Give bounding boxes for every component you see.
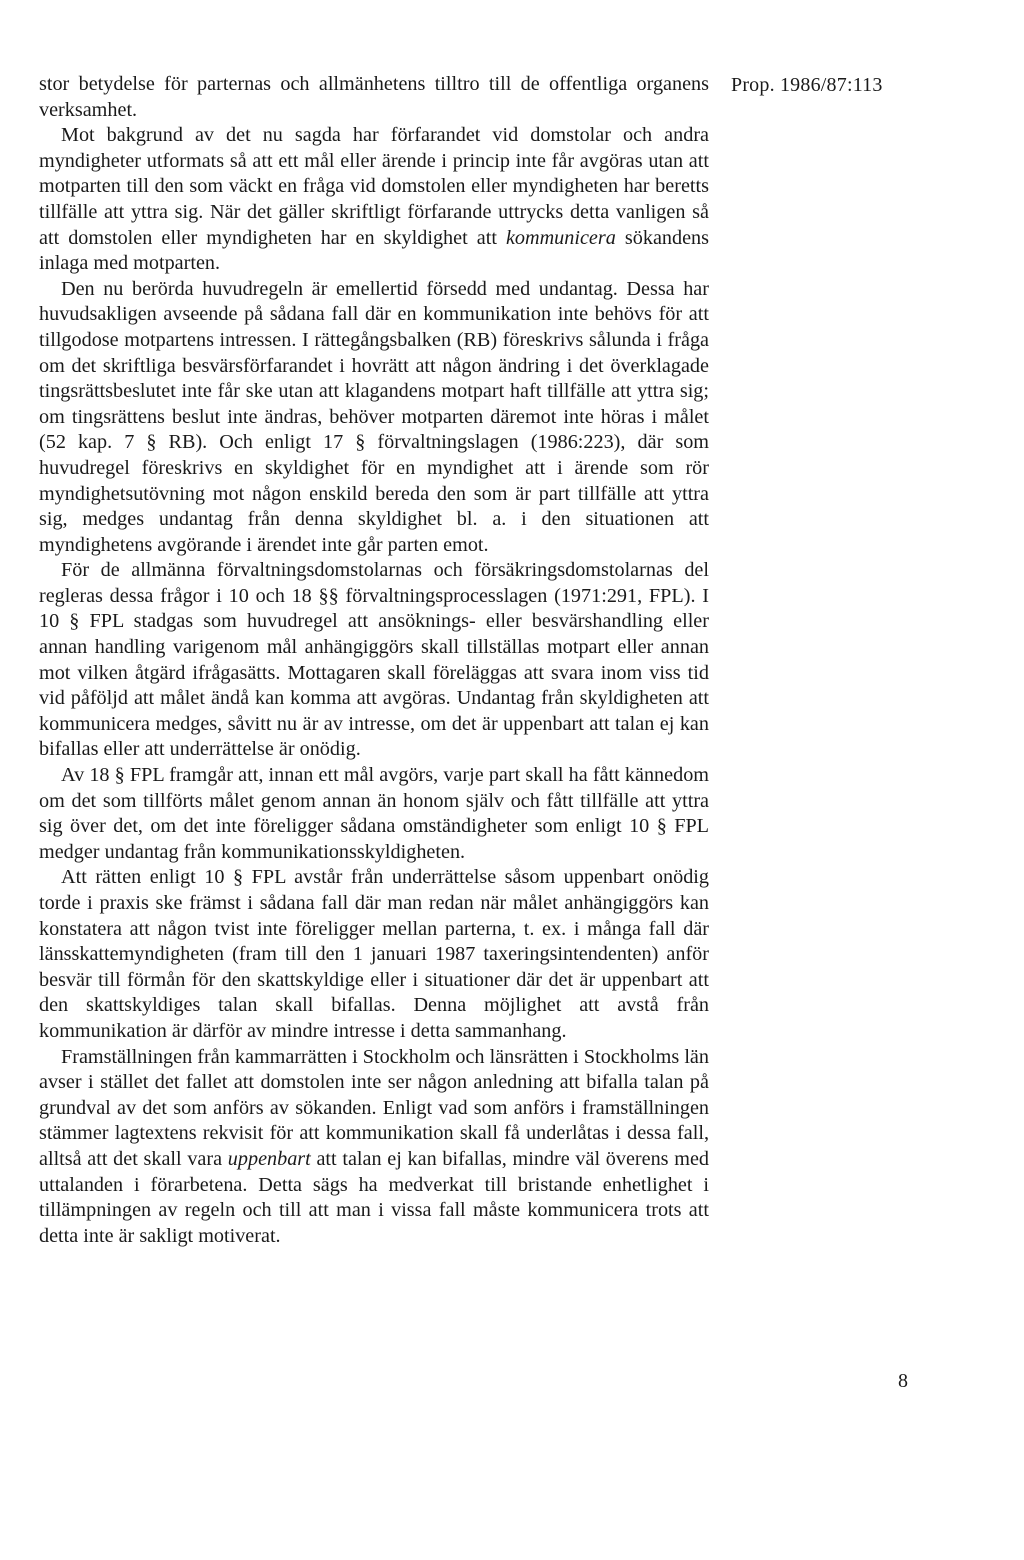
paragraph-6: Att rätten enligt 10 § FPL avstår från underrättelse såsom uppenbart onödig torde i praxis ske främst i sådana fall där man redan när målet anhängiggörs kan konstatera att någon tvist inte föreligger mellan parterna, t. ex. i många fall där länsskattemyndigheten (fram till den 1 januari 1987 taxeringsintendenten) anför besvär till förmån för den skattskyldige eller i situationer där det är uppenbart att den skattskyldiges talan skall bifallas. Denna möjlighet att avstå från kommunikation är därför av mindre intresse i detta sammanhang.	[39, 866, 709, 1042]
paragraph-4: För de allmänna förvaltningsdomstolarnas och försäkringsdomstolarnas del regleras dessa frågor i 10 och 18 §§ förvaltningsprocesslagen (1971:291, FPL). I 10 § FPL stadgas som huvudregel att ansöknings- eller besvärshandling eller annan handling varigenom mål anhängiggörs skall tillställas motpart eller annan mot vilken åtgärd ifrågasätts. Mottagaren skall föreläggas att svara inom viss tid vid påföljd att målet ändå kan komma att avgöras. Undantag från skyldigheten att kommunicera medges, såvitt nu är av intresse, om det är uppenbart att talan ej kan bifallas eller att underrättelse är onödig.	[39, 559, 709, 761]
paragraph-7-text-b: att talan ej kan bifallas, mindre väl överens med uttalanden i förarbetena. Detta sägs ha medverkat till bristande enhetlighet i tillämpningen av regeln och till att man i vissa fall måste kommunicera trots att detta inte är sakligt motiverat.	[39, 1147, 709, 1247]
emphasis-kommunicera: kommunicera	[505, 226, 616, 249]
page-number: 8	[898, 1370, 908, 1392]
paragraph-3: Den nu berörda huvudregeln är emellertid försedd med undantag. Dessa har huvudsakligen avseende på sådana fall där en kommunikation inte behövs för att tillgodose motpartens intressen. I rättegångsbalken (RB) föreskrivs sålunda i fråga om det skriftliga besvärsförfarandet i hovrätt att någon ändring i det överklagade tingsrättsbeslutet inte får ske utan att klagandens motpart haft tillfälle att yttra sig; om tingsrättens beslut inte ändras, behöver motparten däremot inte höras i målet (52 kap. 7 § RB). Och enligt 17 § förvaltningslagen (1986:223), där som huvudregel föreskrivs en skyldighet för en myndighet att i ärende som rör myndighetsutövning mot någon enskild bereda den som är part tillfälle att yttra sig, medges undantag från denna skyldighet bl. a. i den situationen att myndighetens avgörande i ärendet inte går parten emot.	[39, 277, 709, 556]
paragraph-2-text-b: sökandens inlaga med motparten.	[39, 226, 709, 275]
paragraph-5: Av 18 § FPL framgår att, innan ett mål avgörs, varje part skall ha fått kännedom om det som tillförts målet genom annan än honom själv och fått tillfälle att yttra sig över det, om det inte föreligger sådana omständigheter som enligt 10 § FPL medger undantag från kommunikationsskyldigheten.	[39, 764, 709, 863]
paragraph-7	[39, 1045, 709, 1250]
proposition-reference: Prop. 1986/87:113	[731, 74, 883, 96]
paragraph-1: stor betydelse för parternas och allmänhetens tilltro till de offentliga organens verksamhet.	[39, 73, 709, 121]
emphasis-uppenbart: uppenbart	[227, 1147, 311, 1170]
paragraph-2	[39, 123, 709, 277]
body-text	[39, 72, 709, 1249]
paragraph-7-text-a: Framställningen från kammarrätten i Stockholm och länsrätten i Stockholms län avser i stället det fallet att domstolen inte ser någon anledning att bifalla talan på grundval av det som anförs av sökanden. Enligt vad som anförs i framställningen stämmer lagtextens rekvisit för att kommunikation skall få underlåtas i dessa fall, alltså att det skall vara	[39, 1045, 709, 1170]
paragraph-2-text-a: Mot bakgrund av det nu sagda har förfarandet vid domstolar och andra myndigheter utformats så att ett mål eller ärende i princip inte får avgöras utan att motparten till den som väckt en fråga vid domstolen eller myndigheten har beretts tillfälle att yttra sig. När det gäller skriftligt förfarande uttrycks detta vanligen så att domstolen eller myndigheten har en skyldighet att	[39, 124, 709, 249]
